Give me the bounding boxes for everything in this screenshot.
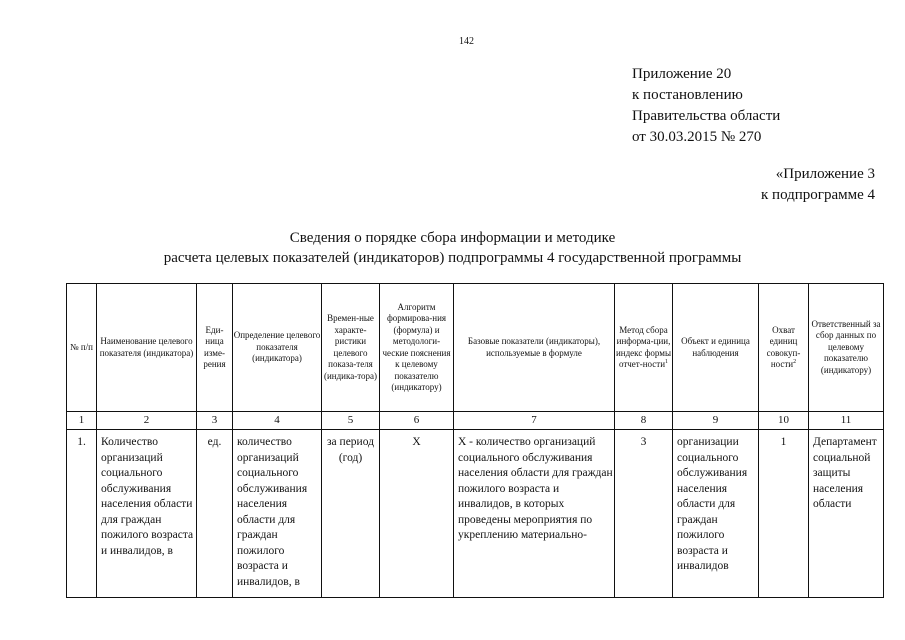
column-number: 1 [67,412,97,430]
column-number: 7 [454,412,615,430]
column-number: 4 [233,412,322,430]
footnote-mark: 2 [793,359,797,365]
appendix-line: Приложение 20 [632,66,732,82]
header-cell: Времен-ные характе-ристики целевого показа-теля (индика-тора) [322,284,380,412]
header-cell [615,284,673,412]
responsible-cell: Департамент социальной защиты населения области [809,430,884,598]
column-number: 9 [673,412,759,430]
row-number-cell: 1. [67,430,97,598]
column-number: 8 [615,412,673,430]
definition-cell: количество организаций социального обслуживания населения области для граждан пожилого возраста и инвалидов, в [233,430,322,598]
header-cell: Наименование целевого показателя (индикатора) [97,284,197,412]
algorithm-cell: Х [380,430,454,598]
column-number: 3 [197,412,233,430]
footnote-mark: 1 [665,359,669,365]
sub-appendix-block [761,164,875,206]
page-number: 142 [459,36,474,47]
column-number: 2 [97,412,197,430]
appendix-line: Правительства области [632,108,781,124]
column-number-row [67,412,884,430]
header-cell: Еди-ница изме-рения [197,284,233,412]
header-text: Охват единиц совокуп-ности [766,324,801,369]
column-number: 10 [759,412,809,430]
header-cell: Базовые показатели (индикаторы), используемые в формуле [454,284,615,412]
indicator-name-cell: Количество организаций социального обслуживания населения области для граждан пожилого возраста и инвалидов, в [97,430,197,598]
unit-cell: ед. [197,430,233,598]
coverage-cell: 1 [759,430,809,598]
base-indicators-cell: Х - количество организаций социального обслуживания населения области для граждан пожилого возраста и инвалидов, в которых проведены мероприятия по укреплению материально- [454,430,615,598]
table-row [67,430,884,598]
appendix-line: от 30.03.2015 № 270 [632,129,762,145]
header-cell: Ответственный за сбор данных по целевому показателю (индикатору) [809,284,884,412]
period-cell: за период (год) [322,430,380,598]
title-line: расчета целевых показателей (индикаторов) подпрограммы 4 государственной программы [163,250,742,266]
method-cell: 3 [615,430,673,598]
appendix-line: к постановлению [632,87,743,103]
header-cell: № п/п [67,284,97,412]
header-cell: Определение целевого показателя (индикатора) [233,284,322,412]
header-cell: Алгоритм формирова-ния (формула) и методологи-ческие пояснения к целевому показателю (индикатору) [380,284,454,412]
column-number: 11 [809,412,884,430]
title-line: Сведения о порядке сбора информации и методике [289,230,616,246]
indicators-table [66,283,884,598]
header-cell: Объект и единица наблюдения [673,284,759,412]
sub-appendix-line: «Приложение 3 [775,166,875,182]
column-number: 6 [380,412,454,430]
sub-appendix-line: к подпрограмме 4 [761,187,875,203]
header-text: Метод сбора информа-ции, индекс формы отчет-ности [615,324,672,369]
appendix-block [632,64,780,148]
column-number: 5 [322,412,380,430]
header-cell [759,284,809,412]
table-header-row [67,284,884,412]
document-title [0,228,905,268]
object-cell: организации социального обслуживания населения области для граждан пожилого возраста и инвалидов [673,430,759,598]
